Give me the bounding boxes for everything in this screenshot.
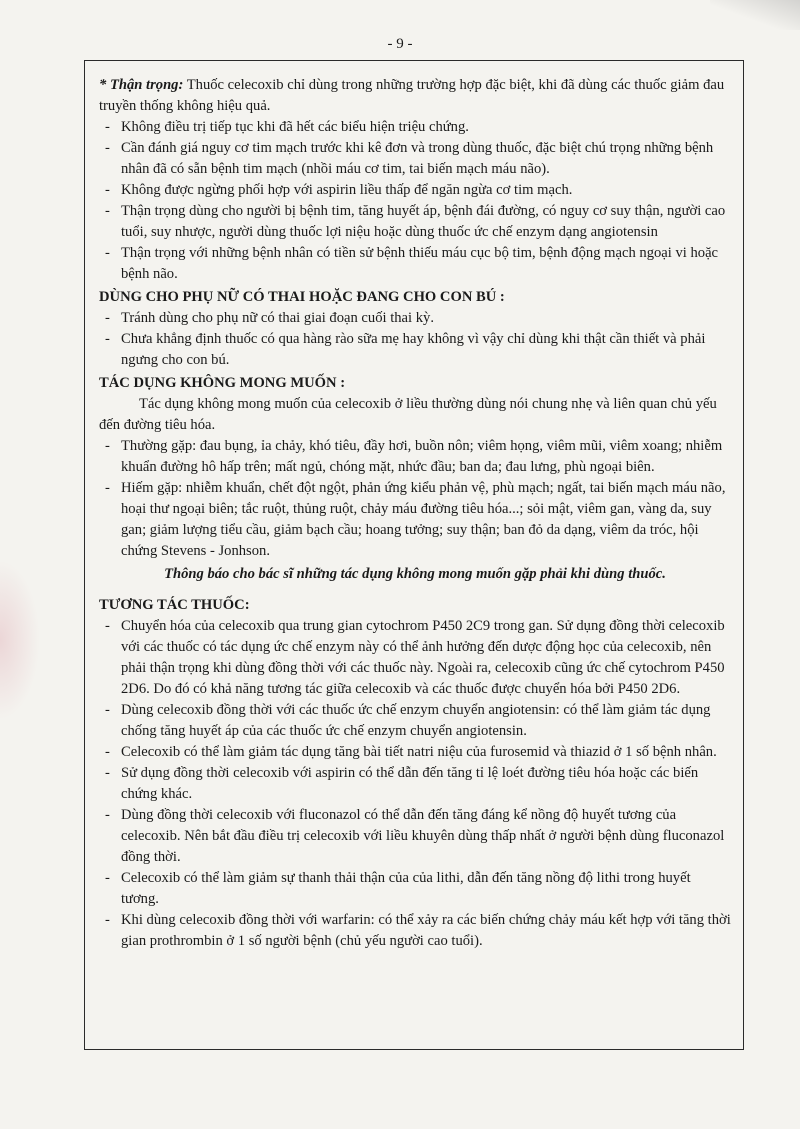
side-effects-notice: Thông báo cho bác sĩ những tác dụng không mong muốn gặp phải khi dùng thuốc. <box>164 566 666 582</box>
interactions-heading: TƯƠNG TÁC THUỐC: <box>99 597 250 613</box>
caution-item: - Cần đánh giá nguy cơ tim mạch trước khi kê đơn và trong dùng thuốc, đặc biệt chú trọng những bệnh nhân đã có sẵn bệnh tim mạch (nhồi máu cơ tim, tai biến mạch máu não). <box>99 138 731 180</box>
caution-item: - Không được ngừng phối hợp với aspirin liều thấp để ngăn ngừa cơ tim mạch. <box>99 180 731 201</box>
caution-lead: * Thận trọng: <box>99 77 184 93</box>
caution-intro: Thuốc celecoxib chỉ dùng trong những trường hợp đặc biệt, khi đã dùng các thuốc giảm đau truyền thống không hiệu quả. <box>99 77 725 114</box>
pregnancy-item: - Chưa khẳng định thuốc có qua hàng rào sữa mẹ hay không vì vậy chỉ dùng khi thật cần thiết và phải ngưng cho con bú. <box>99 329 731 371</box>
interactions-item: - Sử dụng đồng thời celecoxib với aspirin có thể dẫn đến tăng tỉ lệ loét đường tiêu hóa hoặc các biến chứng khác. <box>99 763 731 805</box>
caution-item: - Không điều trị tiếp tục khi đã hết các biểu hiện triệu chứng. <box>99 117 731 138</box>
interactions-item: - Celecoxib có thể làm giảm tác dụng tăng bài tiết natri niệu của furosemid và thiazid ở 1 số bệnh nhân. <box>99 742 731 763</box>
interactions-item: - Khi dùng celecoxib đồng thời với warfarin: có thể xảy ra các biến chứng chảy máu kết hợp với tăng thời gian prothrombin ở 1 số người bệnh (chủ yếu người cao tuổi). <box>99 910 731 952</box>
interactions-item: - Celecoxib có thể làm giảm sự thanh thải thận của của lithi, dẫn đến tăng nồng độ lithi trong huyết tương. <box>99 868 731 910</box>
interactions-item: - Dùng celecoxib đồng thời với các thuốc ức chế enzym chuyển angiotensin: có thể làm giảm tác dụng chống tăng huyết áp của các thuốc ức chế enzym chuyển angiotensin. <box>99 700 731 742</box>
interactions-item: - Chuyển hóa của celecoxib qua trung gian cytochrom P450 2C9 trong gan. Sử dụng đồng thời celecoxib với các thuốc có tác dụng ức chế enzym này có thể ảnh hưởng đến dược động học của celecoxib, nên phải thận trọng khi dùng đồng thời với các thuốc này. Ngoài ra, celecoxib cũng ức chế cytochrom P450 2D6. Do đó có khả năng tương tác giữa celecoxib và các thuốc được chuyển hóa bởi P450 2D6. <box>99 616 731 700</box>
caution-item: - Thận trọng dùng cho người bị bệnh tim, tăng huyết áp, bệnh đái đường, có nguy cơ suy thận, người cao tuổi, suy nhược, người dùng thuốc lợi niệu hoặc dùng thuốc ức chế enzym dạng angiotensin <box>99 201 731 243</box>
interactions-item: - Dùng đồng thời celecoxib với fluconazol có thể dẫn đến tăng đáng kể nồng độ huyết tương của celecoxib. Nên bắt đầu điều trị celecoxib với liều khuyên dùng thấp nhất ở người bệnh dùng fluconazol đồng thời. <box>99 805 731 868</box>
scan-edge-shadow <box>710 0 800 30</box>
page-number: - 9 - <box>387 36 413 52</box>
content-frame <box>84 60 744 1050</box>
side-effects-heading: TÁC DỤNG KHÔNG MONG MUỐN : <box>99 375 346 391</box>
caution-paragraph <box>99 75 731 117</box>
pregnancy-item: - Tránh dùng cho phụ nữ có thai giai đoạn cuối thai kỳ. <box>99 308 731 329</box>
pregnancy-heading: DÙNG CHO PHỤ NỮ CÓ THAI HOẶC ĐANG CHO CON BÚ : <box>99 289 505 305</box>
scan-stain <box>0 560 40 720</box>
caution-item: - Thận trọng với những bệnh nhân có tiền sử bệnh thiếu máu cục bộ tim, bệnh động mạch ngoại vi hoặc bệnh não. <box>99 243 731 285</box>
side-effects-intro: Tác dụng không mong muốn của celecoxib ở liều thường dùng nói chung nhẹ và liên quan chủ yếu đến đường tiêu hóa. <box>99 396 717 433</box>
side-effects-item: - Thường gặp: đau bụng, ỉa chảy, khó tiêu, đầy hơi, buồn nôn; viêm họng, viêm mũi, viêm xoang; nhiễm khuẩn đường hô hấp trên; mất ngủ, chóng mặt, nhức đầu; ban da; đau lưng, phù ngoại biên. <box>99 436 731 478</box>
side-effects-item: - Hiếm gặp: nhiễm khuẩn, chết đột ngột, phản ứng kiểu phản vệ, phù mạch; ngất, tai biến mạch máu não, hoại thư ngoại biên; tắc ruột, thủng ruột, chảy máu đường tiêu hóa...; sỏi mật, viêm gan, vàng da, suy gan; giảm lượng tiểu cầu, giảm bạch cầu; hoang tưởng; suy thận; ban đỏ da dạng, viêm da tróc, hội chứng Stevens - Jonhson. <box>99 478 731 562</box>
